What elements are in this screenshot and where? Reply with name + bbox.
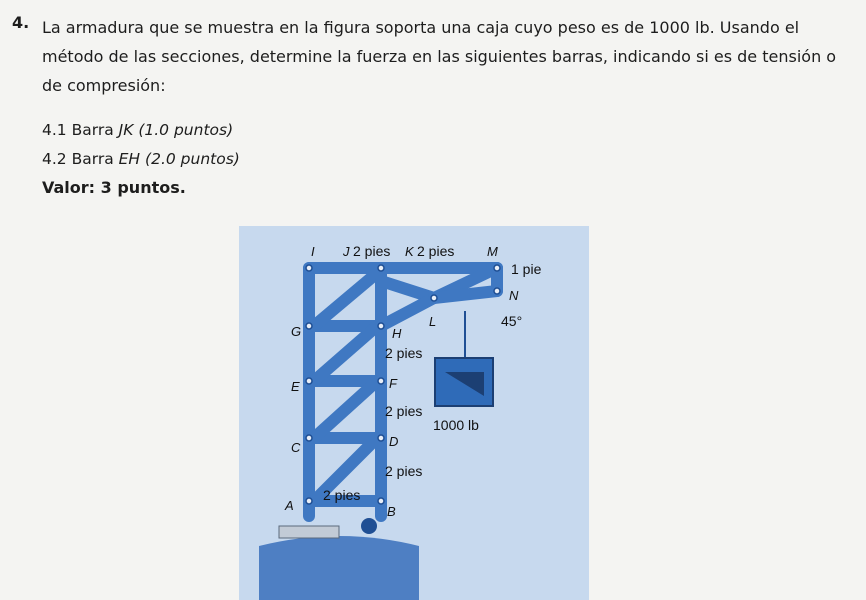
member-name: EH — [118, 150, 141, 168]
angle-45: 45° — [501, 313, 523, 329]
label-j: J — [343, 244, 350, 259]
pin-support — [279, 526, 339, 538]
dim-db: 2 pies — [385, 463, 423, 479]
sub-question-1 — [42, 121, 233, 139]
sub-question-2 — [42, 150, 240, 168]
points: (2.0 puntos) — [145, 150, 240, 168]
sub-question-number: 4.1 — [42, 121, 67, 139]
points: (1.0 puntos) — [138, 121, 234, 139]
dim-fd: 2 pies — [385, 403, 423, 419]
ground-base — [259, 536, 419, 600]
roller-support — [361, 518, 377, 534]
label-f: F — [389, 376, 397, 391]
sub-question-label: Barra — [71, 121, 114, 139]
label-e: E — [291, 379, 300, 394]
label-n: N — [509, 288, 519, 303]
label-g: G — [291, 324, 302, 339]
question-text: La armadura que se muestra en la figura soporta una caja cuyo peso es de 1000 lb. Usando el método de las secciones, determine la fuerza en las siguientes barras, indicando si es de tensión o de compresión: — [42, 18, 837, 95]
label-l: L — [429, 314, 437, 329]
sub-question-number: 4.2 — [42, 150, 67, 168]
label-m: M — [487, 244, 498, 259]
truss-diagram — [239, 226, 589, 600]
label-a: A — [285, 498, 294, 513]
question-number: 4. — [12, 13, 30, 32]
member-ln2 — [434, 291, 497, 298]
dim-km: 2 pies — [417, 243, 455, 259]
label-k: K — [405, 244, 414, 259]
label-c: C — [291, 440, 301, 455]
dim-hf: 2 pies — [385, 345, 423, 361]
sub-question-label: Barra — [71, 150, 114, 168]
label-d: D — [389, 434, 399, 449]
truss-figure — [239, 226, 589, 600]
label-h: H — [392, 326, 402, 341]
label-i: I — [311, 244, 315, 259]
load-label: 1000 lb — [433, 417, 479, 433]
dim-1pie: 1 pie — [511, 261, 542, 277]
total-value: Valor: 3 puntos. — [42, 178, 186, 197]
member-name: JK — [118, 121, 134, 139]
dim-ab: 2 pies — [323, 487, 361, 503]
label-b: B — [387, 504, 396, 519]
dim-jk: 2 pies — [353, 243, 391, 259]
